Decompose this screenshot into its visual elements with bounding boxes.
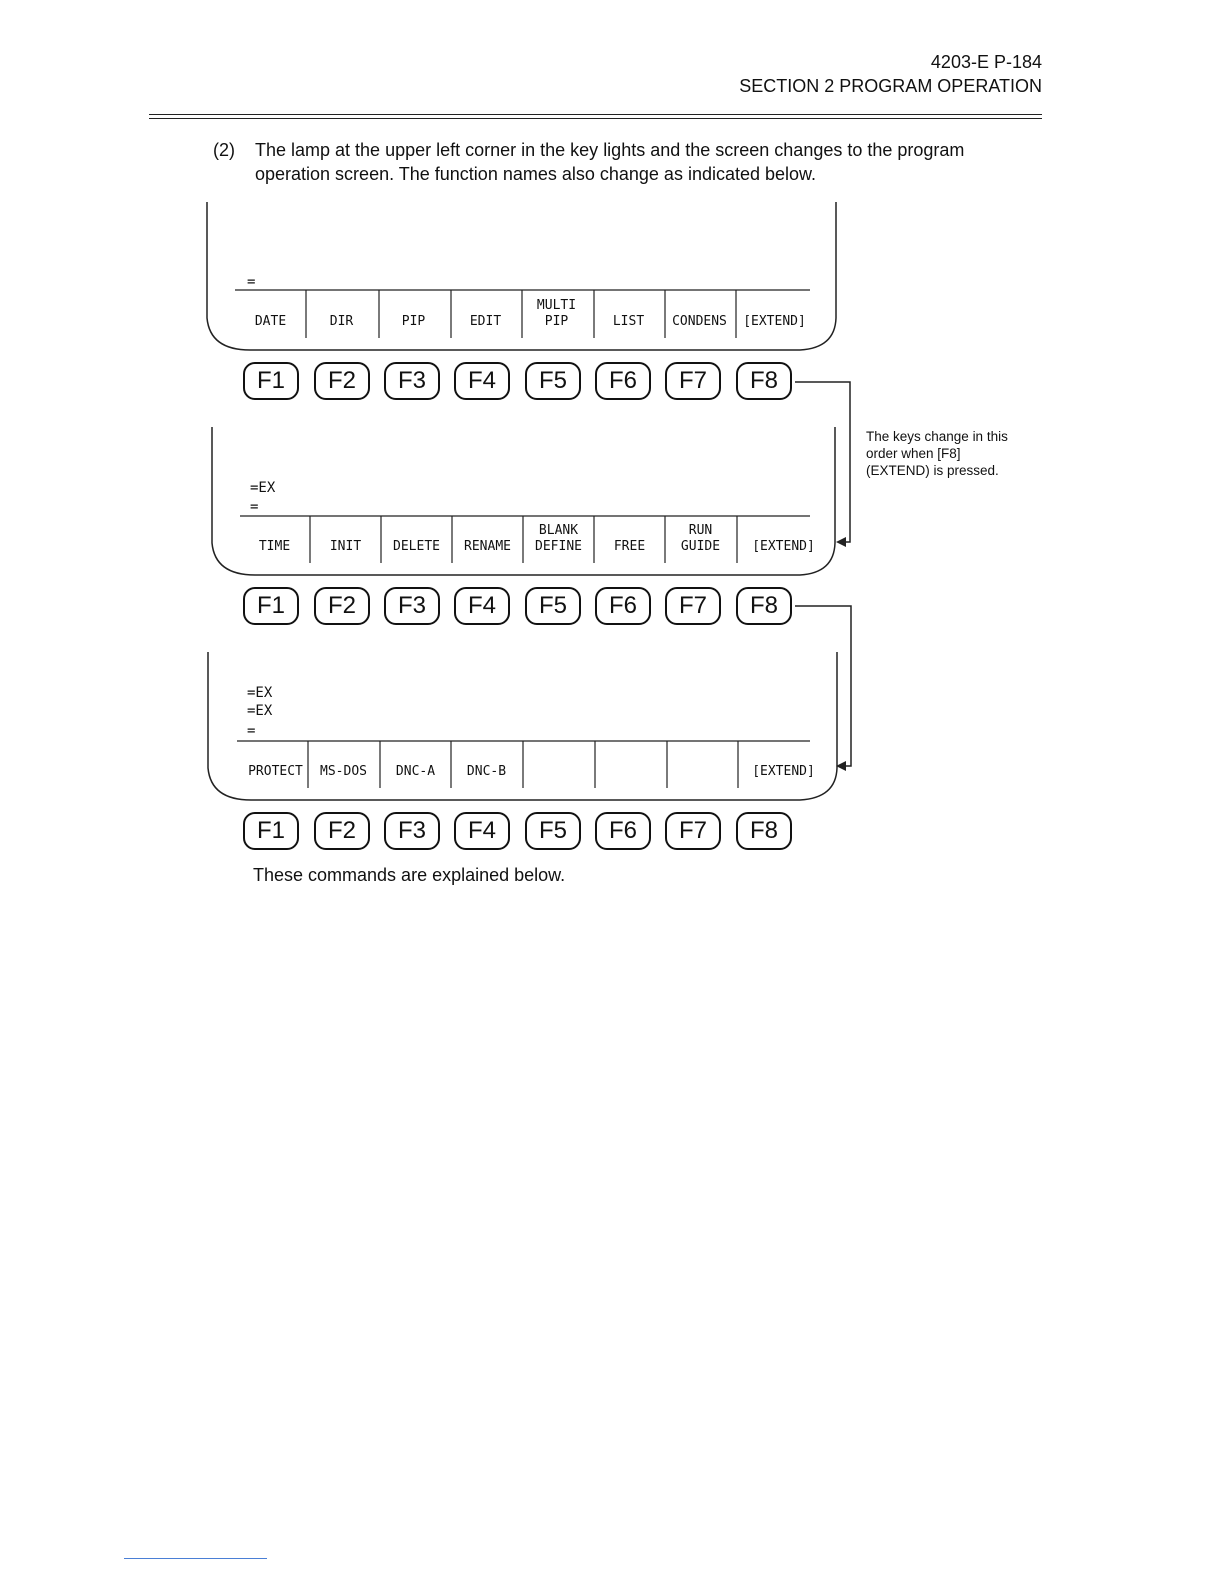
f5-key[interactable]: F5 xyxy=(525,812,581,850)
function-label-f3: PIP xyxy=(401,314,426,329)
f2-key[interactable]: F2 xyxy=(314,587,370,625)
f6-key[interactable]: F6 xyxy=(595,587,651,625)
function-label-f4: EDIT xyxy=(469,314,502,329)
function-label-f8: [EXTEND] xyxy=(752,764,815,779)
function-label-f2: DIR xyxy=(329,314,354,329)
bottom-blue-line xyxy=(124,1558,267,1559)
function-label-f6: LIST xyxy=(612,314,645,329)
prompt-line: = xyxy=(247,723,256,739)
function-label-f4: DNC-B xyxy=(466,764,507,779)
prompt-line: = xyxy=(247,274,256,290)
page-reference: 4203-E P-184 xyxy=(930,52,1042,72)
f3-key[interactable]: F3 xyxy=(384,362,440,400)
f7-key[interactable]: F7 xyxy=(665,812,721,850)
function-label-f7: RUN GUIDE xyxy=(680,523,721,554)
f1-key[interactable]: F1 xyxy=(243,362,299,400)
f6-key[interactable]: F6 xyxy=(595,362,651,400)
f4-key[interactable]: F4 xyxy=(454,812,510,850)
f8-key[interactable]: F8 xyxy=(736,587,792,625)
function-label-f1: TIME xyxy=(258,539,291,554)
function-label-f3: DNC-A xyxy=(395,764,436,779)
f6-key[interactable]: F6 xyxy=(595,812,651,850)
f4-key[interactable]: F4 xyxy=(454,362,510,400)
prompt-line: = xyxy=(250,499,259,515)
f8-key[interactable]: F8 xyxy=(736,362,792,400)
prompt-line: =EX xyxy=(247,703,273,719)
paragraph-number: (2) xyxy=(213,140,235,160)
function-label-f2: MS-DOS xyxy=(320,764,367,779)
prompt-line: =EX xyxy=(247,685,273,701)
f3-key[interactable]: F3 xyxy=(384,587,440,625)
f7-key[interactable]: F7 xyxy=(665,587,721,625)
function-label-f1: DATE xyxy=(254,314,287,329)
function-label-f2: INIT xyxy=(329,539,362,554)
function-label-f3: DELETE xyxy=(393,539,440,554)
f2-key[interactable]: F2 xyxy=(314,362,370,400)
prompt-line: =EX xyxy=(250,480,276,496)
function-label-f4: RENAME xyxy=(464,539,511,554)
f2-key[interactable]: F2 xyxy=(314,812,370,850)
footer-text: These commands are explained below. xyxy=(253,865,566,885)
f4-key[interactable]: F4 xyxy=(454,587,510,625)
f7-key[interactable]: F7 xyxy=(665,362,721,400)
section-title: SECTION 2 PROGRAM OPERATION xyxy=(739,76,1042,96)
paragraph-text: The lamp at the upper left corner in the key lights and the screen changes to the program operation screen. The function names also change as indicated below. xyxy=(255,140,965,184)
function-label-f5: BLANK DEFINE xyxy=(535,523,582,554)
f3-key[interactable]: F3 xyxy=(384,812,440,850)
f5-key[interactable]: F5 xyxy=(525,362,581,400)
function-label-f1: PROTECT xyxy=(248,764,303,779)
side-note: The keys change in this order when [F8] (EXTEND) is pressed. xyxy=(866,429,1008,478)
f5-key[interactable]: F5 xyxy=(525,587,581,625)
f1-key[interactable]: F1 xyxy=(243,587,299,625)
function-label-f6: FREE xyxy=(613,539,646,554)
function-label-f8: [EXTEND] xyxy=(752,539,815,554)
f1-key[interactable]: F1 xyxy=(243,812,299,850)
f8-key[interactable]: F8 xyxy=(736,812,792,850)
function-label-f5: MULTI PIP xyxy=(536,298,577,329)
function-label-f8: [EXTEND] xyxy=(743,314,806,329)
function-label-f7: CONDENS xyxy=(672,314,727,329)
